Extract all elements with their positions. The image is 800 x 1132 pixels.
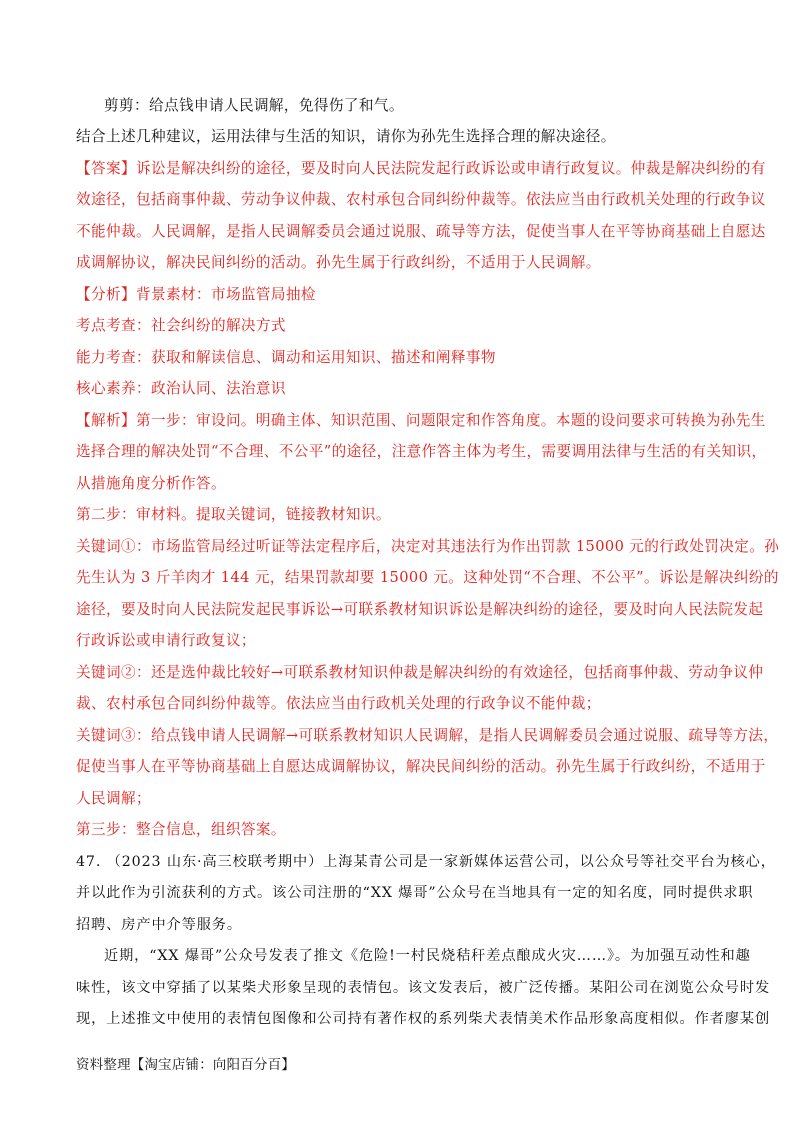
analysis-line: 考点考查：社会纠纷的解决方式 bbox=[76, 317, 286, 334]
question-line: 47. （2023 山东·高三校联考期中）上海某青公司是一家新媒体运营公司，以公众号等社交平台为核心， bbox=[76, 854, 776, 870]
page-footer: 资料整理【淘宝店铺：向阳百分百】 bbox=[76, 1058, 296, 1073]
question-line: 味性，该文中穿插了以某柴犬形象呈现的表情包。该文发表后，被广泛传播。某阳公司在浏览公众号时发 bbox=[76, 980, 771, 996]
analysis-line: 核心素养：政治认同、法治意识 bbox=[76, 380, 286, 397]
explanation-line: 第三步：整合信息，组织答案。 bbox=[76, 821, 286, 838]
explanation-line: 第二步：审材料。提取关键词，链接教材知识。 bbox=[76, 506, 391, 523]
explanation-line: 途径，要及时向人民法院发起民事诉讼→可联系教材知识诉讼是解决纠纷的途径，要及时向人民法院发起 bbox=[76, 601, 764, 618]
explanation-line: 人民调解； bbox=[76, 790, 151, 807]
explanation-line: 促使当事人在平等协商基础上自愿达成调解协议，解决民间纠纷的活动。孙先生属于行政纠纷，不适用于 bbox=[76, 758, 766, 775]
explanation-line: 关键词①：市场监管局经过听证等法定程序后，决定对其违法行为作出罚款 15000 元的行政处罚决定。孙 bbox=[76, 538, 780, 555]
explanation-line: 关键词③：给点钱申请人民调解→可联系教材知识人民调解，是指人民调解委员会通过说服、疏导等方法， bbox=[76, 727, 779, 744]
explanation-line: 从措施角度分析作答。 bbox=[76, 475, 226, 492]
text-line: 剪剪：给点钱申请人民调解，免得伤了和气。 bbox=[104, 97, 404, 114]
answer-line: 【答案】诉讼是解决纠纷的途径，要及时向人民法院发起行政诉讼或申请行政复议。仲裁是解决纠纷的有 bbox=[76, 160, 766, 177]
question-line: 招聘、房产中介等服务。 bbox=[76, 917, 242, 933]
explanation-line: 选择合理的解决处罚“不合理、不公平”的途径，注意作答主体为考生，需要调用法律与生活的有关知识， bbox=[76, 443, 767, 460]
question-line: 现，上述推文中使用的表情包图像和公司持有著作权的系列柴犬表情美术作品形象高度相似。作者廖某创 bbox=[76, 1011, 771, 1027]
answer-line: 不能仲裁。人民调解，是指人民调解委员会通过说服、疏导等方法，促使当事人在平等协商基础上自愿达 bbox=[76, 223, 766, 240]
explanation-line: 关键词②：还是选仲裁比较好→可联系教材知识仲裁是解决纠纷的有效途径，包括商事仲裁、劳动争议仲 bbox=[76, 664, 764, 681]
explanation-line: 【解析】第一步：审设问。明确主体、知识范围、问题限定和作答角度。本题的设问要求可转换为孙先生 bbox=[76, 412, 766, 429]
explanation-line: 行政诉讼或申请行政复议； bbox=[76, 632, 256, 649]
text-line: 结合上述几种建议，运用法律与生活的知识，请你为孙先生选择合理的解决途径。 bbox=[76, 128, 616, 145]
analysis-line: 【分析】背景素材：市场监管局抽检 bbox=[76, 286, 316, 303]
answer-line: 成调解协议，解决民间纠纷的活动。孙先生属于行政纠纷，不适用于人民调解。 bbox=[76, 254, 601, 271]
question-line: 近期，“XX 爆哥”公众号发表了推文《危险!一村民烧秸秆差点酿成火灾……》。为加强互动性和趣 bbox=[104, 948, 751, 964]
explanation-line: 裁、农村承包合同纠纷仲裁等。依法应当由行政机关处理的行政争议不能仲裁； bbox=[76, 695, 601, 712]
analysis-line: 能力考查：获取和解读信息、调动和运用知识、描述和阐释事物 bbox=[76, 349, 496, 366]
explanation-line: 先生认为 3 斤羊肉才 144 元，结果罚款却要 15000 元。这种处罚“不合理、不公平”。诉讼是解决纠纷的 bbox=[76, 569, 779, 586]
answer-line: 效途径，包括商事仲裁、劳动争议仲裁、农村承包合同纠纷仲裁等。依法应当由行政机关处理的行政争议 bbox=[76, 191, 766, 208]
question-line: 并以此作为引流获利的方式。该公司注册的“XX 爆哥”公众号在当地具有一定的知名度，同时提供求职 bbox=[76, 885, 754, 901]
